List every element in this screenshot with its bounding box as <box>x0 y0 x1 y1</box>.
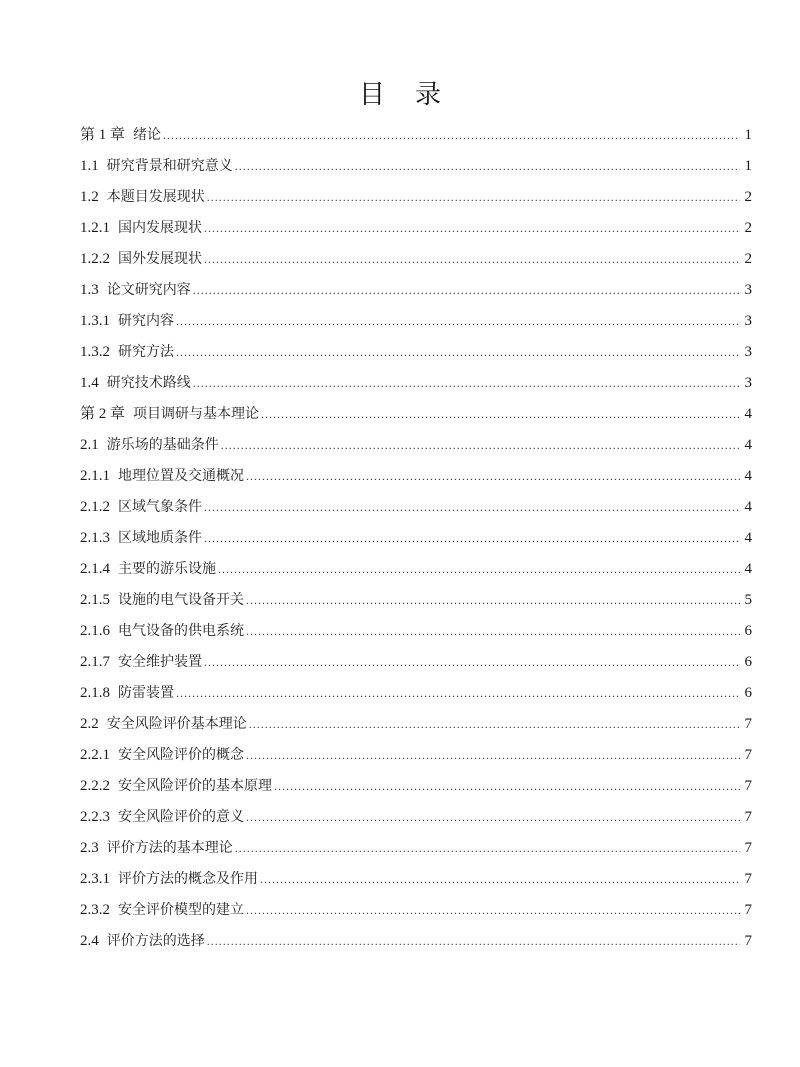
toc-entry[interactable] <box>80 523 752 554</box>
toc-entry[interactable] <box>80 399 752 430</box>
toc-entry[interactable] <box>80 678 752 709</box>
toc-entry-label: 研究背景和研究意义 <box>106 158 233 174</box>
toc-entry-number: 2.1.2 <box>80 499 110 515</box>
dot-leader <box>221 430 740 461</box>
toc-entry[interactable] <box>80 120 752 151</box>
toc-entry-number: 2.3.1 <box>80 871 110 887</box>
toc-entry[interactable] <box>80 275 752 306</box>
toc-entry-page: 1 <box>744 127 752 143</box>
toc-entry-label: 项目调研与基本理论 <box>133 406 260 422</box>
dot-leader <box>246 895 740 926</box>
toc-entry[interactable] <box>80 802 752 833</box>
toc-entry-label: 游乐场的基础条件 <box>106 437 219 453</box>
toc-entry[interactable] <box>80 740 752 771</box>
toc-entry-number: 2.3.2 <box>80 902 110 918</box>
toc-entry-page: 2 <box>744 189 752 205</box>
toc-entry[interactable] <box>80 709 752 740</box>
dot-leader <box>163 120 740 151</box>
toc-entry[interactable] <box>80 864 752 895</box>
toc-entry-number: 1.3.1 <box>80 313 110 329</box>
toc-entry-page: 3 <box>744 282 752 298</box>
dot-leader <box>176 678 740 709</box>
toc-entry[interactable] <box>80 306 752 337</box>
toc-entry-number: 2.3 <box>80 840 99 856</box>
toc-entry-number: 2.1 <box>80 437 99 453</box>
toc-entry[interactable] <box>80 616 752 647</box>
toc-entry-page: 6 <box>744 654 752 670</box>
toc-entry[interactable] <box>80 771 752 802</box>
toc-entry-page: 4 <box>744 499 752 515</box>
toc-entry-page: 2 <box>744 251 752 267</box>
toc-entry-page: 6 <box>744 685 752 701</box>
toc-entry-number: 第 1 章 <box>80 127 126 143</box>
toc-entry[interactable] <box>80 647 752 678</box>
dot-leader <box>204 213 740 244</box>
dot-leader <box>204 647 740 678</box>
toc-entry-number: 2.1.3 <box>80 530 110 546</box>
toc-entry-label: 研究方法 <box>118 344 174 360</box>
toc-entry[interactable] <box>80 430 752 461</box>
toc-entry-number: 2.1.5 <box>80 592 110 608</box>
table-of-contents <box>80 120 752 957</box>
toc-entry-page: 7 <box>744 871 752 887</box>
dot-leader <box>193 368 740 399</box>
toc-entry-page: 4 <box>744 468 752 484</box>
toc-entry-page: 4 <box>744 437 752 453</box>
toc-entry-label: 安全风险评价的概念 <box>118 747 244 763</box>
toc-entry-label: 设施的电气设备开关 <box>118 592 244 608</box>
toc-entry-number: 2.1.8 <box>80 685 110 701</box>
toc-entry-number: 2.2 <box>80 716 99 732</box>
toc-entry-page: 7 <box>744 933 752 949</box>
page-title: 目录 <box>358 80 471 110</box>
toc-entry-label: 绪论 <box>133 127 162 143</box>
toc-entry[interactable] <box>80 151 752 182</box>
dot-leader <box>274 771 740 802</box>
toc-entry-label: 安全风险评价的基本原理 <box>118 778 272 794</box>
dot-leader <box>246 461 740 492</box>
dot-leader <box>235 151 740 182</box>
toc-entry-number: 1.2 <box>80 189 99 205</box>
toc-entry[interactable] <box>80 182 752 213</box>
toc-entry[interactable] <box>80 213 752 244</box>
toc-entry[interactable] <box>80 461 752 492</box>
toc-entry-label: 研究内容 <box>118 313 174 329</box>
toc-entry-number: 1.4 <box>80 375 99 391</box>
toc-entry[interactable] <box>80 368 752 399</box>
toc-entry-label: 国内发展现状 <box>118 220 202 236</box>
toc-entry-label: 防雷装置 <box>118 685 174 701</box>
toc-entry-page: 4 <box>744 406 752 422</box>
toc-entry[interactable] <box>80 895 752 926</box>
toc-entry-label: 安全风险评价基本理论 <box>106 716 247 732</box>
toc-entry-number: 第 2 章 <box>80 406 126 422</box>
toc-entry[interactable] <box>80 554 752 585</box>
toc-entry-label: 电气设备的供电系统 <box>118 623 244 639</box>
dot-leader <box>246 802 740 833</box>
dot-leader <box>260 864 740 895</box>
dot-leader <box>176 306 740 337</box>
dot-leader <box>235 833 740 864</box>
toc-entry-page: 7 <box>744 840 752 856</box>
toc-entry-number: 1.2.1 <box>80 220 110 236</box>
toc-entry-page: 5 <box>744 592 752 608</box>
toc-entry-label: 评价方法的基本理论 <box>106 840 233 856</box>
dot-leader <box>207 926 740 957</box>
toc-entry-number: 2.2.3 <box>80 809 110 825</box>
toc-entry-number: 1.2.2 <box>80 251 110 267</box>
toc-entry[interactable] <box>80 833 752 864</box>
toc-entry-page: 7 <box>744 778 752 794</box>
toc-entry[interactable] <box>80 337 752 368</box>
toc-entry-page: 7 <box>744 902 752 918</box>
toc-entry-number: 2.1.7 <box>80 654 110 670</box>
toc-entry-page: 7 <box>744 809 752 825</box>
dot-leader <box>204 244 740 275</box>
dot-leader <box>176 337 740 368</box>
toc-entry-label: 评价方法的选择 <box>106 933 205 949</box>
toc-entry-label: 评价方法的概念及作用 <box>118 871 258 887</box>
dot-leader <box>204 492 740 523</box>
toc-entry-label: 本题目发展现状 <box>106 189 205 205</box>
toc-entry[interactable] <box>80 244 752 275</box>
toc-entry-label: 地理位置及交通概况 <box>118 468 244 484</box>
toc-entry[interactable] <box>80 926 752 957</box>
toc-entry-page: 7 <box>744 716 752 732</box>
toc-entry-number: 2.2.2 <box>80 778 110 794</box>
dot-leader <box>246 740 740 771</box>
dot-leader <box>261 399 740 430</box>
toc-entry-number: 2.1.4 <box>80 561 110 577</box>
toc-entry-page: 3 <box>744 313 752 329</box>
toc-entry-page: 3 <box>744 344 752 360</box>
toc-entry-label: 安全风险评价的意义 <box>118 809 244 825</box>
toc-entry[interactable] <box>80 492 752 523</box>
toc-entry-number: 2.2.1 <box>80 747 110 763</box>
toc-entry-label: 研究技术路线 <box>106 375 191 391</box>
toc-entry[interactable] <box>80 585 752 616</box>
toc-entry-page: 4 <box>744 530 752 546</box>
toc-entry-page: 2 <box>744 220 752 236</box>
toc-entry-label: 区域地质条件 <box>118 530 202 546</box>
dot-leader <box>249 709 740 740</box>
toc-entry-label: 论文研究内容 <box>106 282 191 298</box>
toc-entry-label: 安全维护装置 <box>118 654 202 670</box>
toc-entry-page: 1 <box>744 158 752 174</box>
toc-entry-label: 安全评价模型的建立 <box>118 902 244 918</box>
toc-entry-label: 主要的游乐设施 <box>118 561 216 577</box>
toc-entry-page: 6 <box>744 623 752 639</box>
dot-leader <box>207 182 740 213</box>
toc-entry-number: 2.1.6 <box>80 623 110 639</box>
dot-leader <box>193 275 740 306</box>
toc-entry-number: 1.3.2 <box>80 344 110 360</box>
toc-entry-number: 1.3 <box>80 282 99 298</box>
dot-leader <box>218 554 740 585</box>
toc-entry-page: 4 <box>744 561 752 577</box>
toc-entry-page: 3 <box>744 375 752 391</box>
toc-entry-label: 区域气象条件 <box>118 499 202 515</box>
toc-entry-number: 2.1.1 <box>80 468 110 484</box>
dot-leader <box>204 523 740 554</box>
toc-entry-page: 7 <box>744 747 752 763</box>
toc-entry-number: 2.4 <box>80 933 99 949</box>
toc-entry-number: 1.1 <box>80 158 99 174</box>
toc-entry-label: 国外发展现状 <box>118 251 202 267</box>
dot-leader <box>246 585 740 616</box>
dot-leader <box>246 616 740 647</box>
